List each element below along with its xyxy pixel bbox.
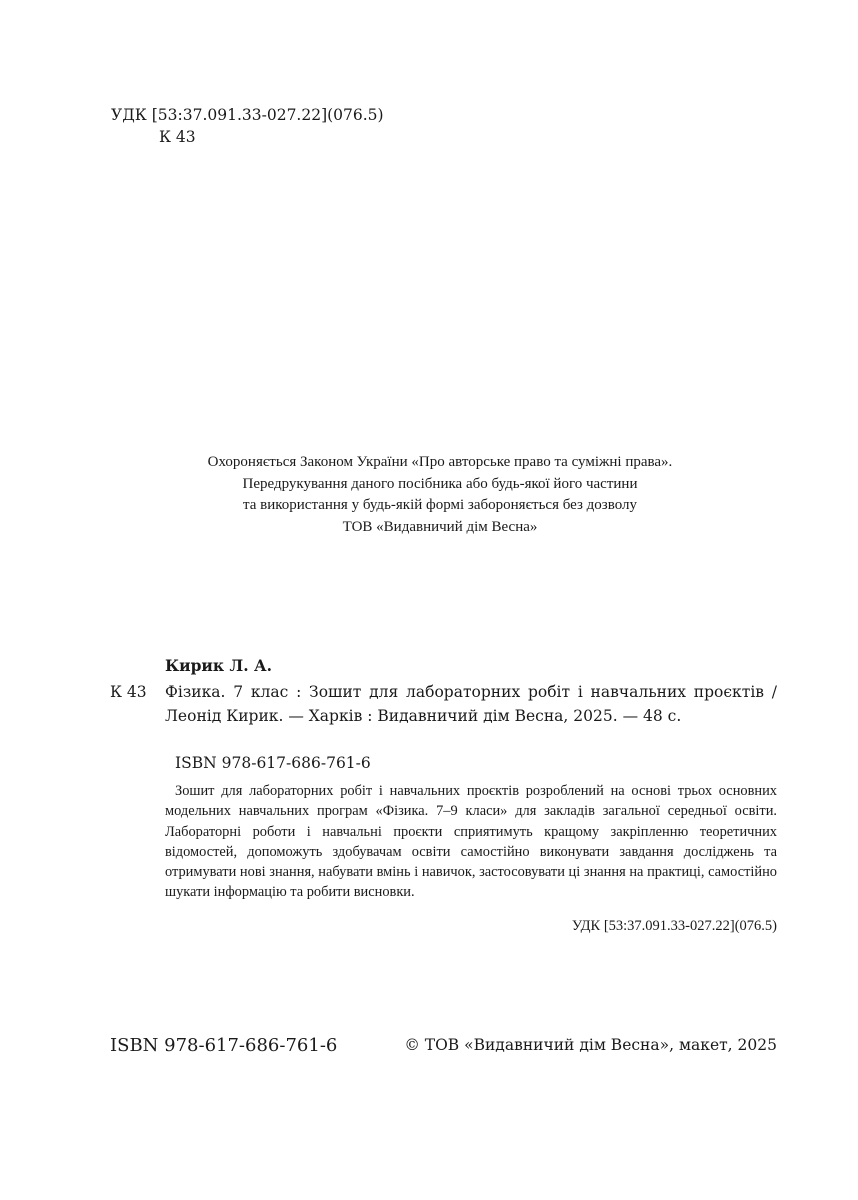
copyright-notice xyxy=(120,452,760,538)
bibliographic-description: Фізика. 7 клас : Зошит для лабораторних робіт і навчальних проєктів / Леонід Кирик. — Харків : Видавничий дім Весна, 2025. — 48 с. xyxy=(165,683,777,725)
udk-record: УДК [53:37.091.33-027.22](076.5) xyxy=(571,918,777,934)
udk-header xyxy=(111,104,384,148)
footer-copyright: © ТОВ «Видавничий дім Весна», макет, 2025 xyxy=(404,1036,777,1054)
footer-isbn: ISBN 978-617-686-761-6 xyxy=(110,1035,338,1056)
isbn-record: ISBN 978-617-686-761-6 xyxy=(175,754,371,772)
author-sign: К 43 xyxy=(159,128,196,146)
udk-code: УДК [53:37.091.33-027.22](076.5) xyxy=(111,106,384,124)
author-sign-left: К 43 xyxy=(110,683,147,701)
copyright-line: Передрукування даного посібника або будь-якої його частини xyxy=(242,475,638,492)
author-name: Кирик Л. А. xyxy=(165,656,273,675)
copyright-line: Охороняється Законом України «Про авторське право та суміжні права». xyxy=(207,454,673,470)
annotation: Зошит для лабораторних робіт і навчальних проєктів розроблений на основі трьох основних модельних навчальних програм «Фізика. 7–9 класи» для закладів загальної середньої освіти. Лабораторні роботи і навчальні проєкти сприятимуть кращому закріпленню теоретичних відомостей, допоможуть здобувачам освіти самостійно виконувати завдання досліджень та отримувати нові знання, набувати вмінь і навичок, застосовувати ці знання на практиці, самостійно шукати інформацію та робити висновки. xyxy=(165,783,777,901)
copyright-line: та використання у будь-якій формі забороняється без дозволу xyxy=(243,497,637,513)
copyright-line: ТОВ «Видавничий дім Весна» xyxy=(342,518,538,535)
